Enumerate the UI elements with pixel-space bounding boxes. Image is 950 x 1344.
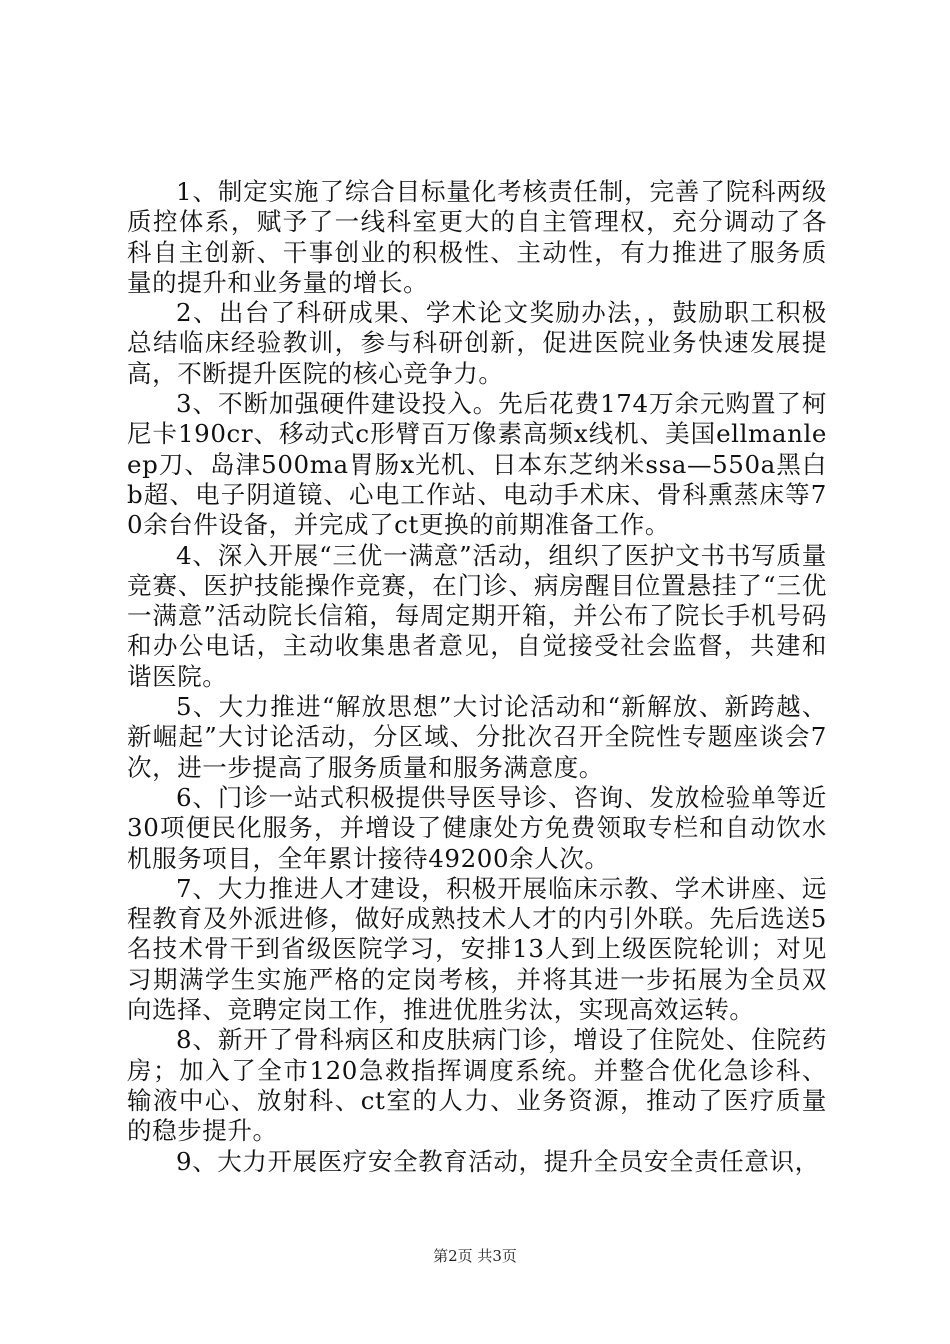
paragraph-3: 3、不断加强硬件建设投入。先后花费174万余元购置了柯尼卡190cr、移动式c形臂百万像素高频x线机、美国ellmanleep刀、岛津500ma胃肠x光机、日本东芝纳米ssa—550a黑白b超、电子阴道镜、心电工作站、电动手术床、骨科熏蒸床等70余台件设备，并完成了ct更换的前期准备工作。 — [127, 389, 827, 540]
document-body — [127, 177, 827, 1177]
paragraph-5: 5、大力推进“解放思想”大讨论活动和“新解放、新跨越、新崛起”大讨论活动，分区域、分批次召开全院性专题座谈会7次，进一步提高了服务质量和服务满意度。 — [127, 692, 827, 782]
paragraph-9: 9、大力开展医疗安全教育活动，提升全员安全责任意识， — [176, 1146, 820, 1176]
paragraph-8: 8、新开了骨科病区和皮肤病门诊，增设了住院处、住院药房；加入了全市120急救指挥调度系统。并整合优化急诊科、输液中心、放射科、ct室的人力、业务资源，推动了医疗质量的稳步提升。 — [127, 1025, 827, 1146]
paragraph-1: 1、制定实施了综合目标量化考核责任制，完善了院科两级质控体系，赋予了一线科室更大的自主管理权，充分调动了各科自主创新、干事创业的积极性、主动性，有力推进了服务质量的提升和业务量的增长。 — [127, 177, 827, 297]
paragraph-6: 6、门诊一站式积极提供导医导诊、咨询、发放检验单等近30项便民化服务，并增设了健康处方免费领取专栏和自动饮水机服务项目，全年累计接待49200余人次。 — [127, 782, 827, 873]
page-footer: 第2页 共3页 — [433, 1247, 517, 1265]
paragraph-2: 2、出台了科研成果、学术论文奖励办法，，鼓励职工积极总结临床经验教训，参与科研创新，促进医院业务快速发展提高，不断提升医院的核心竞争力。 — [127, 298, 827, 388]
paragraph-7: 7、大力推进人才建设，积极开展临床示教、学术讲座、远程教育及外派进修，做好成熟技术人才的内引外联。先后选送5名技术骨干到省级医院学习，安排13人到上级医院轮训；对见习期满学生实施严格的定岗考核，并将其进一步拓展为全员双向选择、竞聘定岗工作，推进优胜劣汰，实现高效运转。 — [127, 873, 827, 1025]
paragraph-4: 4、深入开展“三优一满意”活动，组织了医护文书书写质量竞赛、医护技能操作竞赛，在门诊、病房醒目位置悬挂了“三优一满意”活动院长信箱，每周定期开箱，并公布了院长手机号码和办公电话，主动收集患者意见，自觉接受社会监督，共建和谐医院。 — [127, 540, 827, 691]
